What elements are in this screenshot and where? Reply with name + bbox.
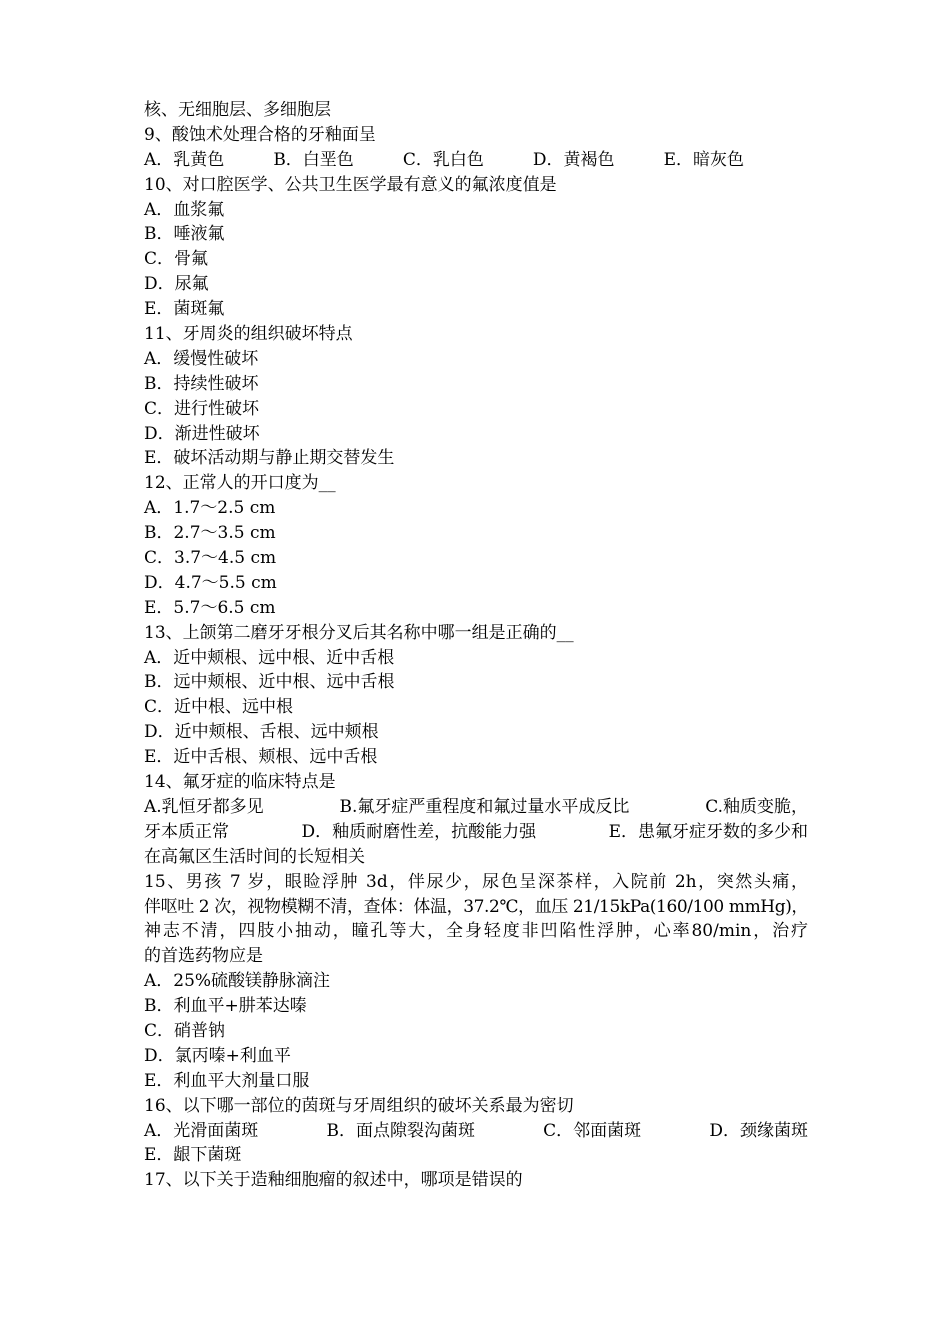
question-16-options: [144, 1119, 808, 1144]
question-10: 10、对口腔医学、公共卫生医学最有意义的氟浓度值是: [144, 174, 557, 195]
option-e: E．利血平大剂量口服: [144, 1070, 310, 1091]
option-a: A．光滑面菌斑: [144, 1120, 259, 1141]
option-c: C．硝普钠: [144, 1020, 226, 1041]
option-d: D．4.7～5.5 cm: [144, 572, 277, 593]
option-b: B．利血平+肼苯达嗪: [144, 996, 307, 1017]
option-d: D．颈缘菌斑: [709, 1120, 808, 1141]
question-12: 12、正常人的开口度为__: [144, 473, 336, 494]
question-15-line-3: 神志不清，四肢小抽动，瞳孔等大，全身轻度非凹陷性浮肿，心率80/min，治疗: [144, 921, 808, 942]
option-d: D．釉质耐磨性差，抗酸能力强: [301, 821, 537, 842]
option-e: E．暗灰色: [663, 149, 744, 170]
question-11: 11、牙周炎的组织破坏特点: [144, 324, 353, 345]
option-c: C．乳白色: [402, 149, 484, 170]
option-c: C．骨氟: [144, 249, 209, 270]
question-14-options-line-1: [144, 795, 808, 820]
option-e: E．破坏活动期与静止期交替发生: [144, 448, 395, 469]
text-line: 核、无细胞层、多细胞层: [144, 100, 331, 120]
option-e: E．菌斑氟: [144, 299, 225, 320]
option-c: C．邻面菌斑: [543, 1120, 642, 1141]
question-13: 13、上颌第二磨牙牙根分叉后其名称中哪一组是正确的__: [144, 622, 574, 643]
option-c: C．近中根、远中根: [144, 697, 294, 718]
option-d: D．氯丙嗪+利血平: [144, 1045, 291, 1066]
option-b: B．白垩色: [273, 149, 354, 170]
option-a: A．25%硫酸镁静脉滴注: [144, 971, 331, 992]
option-d: D．近中颊根、舌根、远中颊根: [144, 722, 379, 743]
option-a: A．1.7～2.5 cm: [144, 498, 276, 519]
question-9-options: [144, 148, 744, 173]
option-b: B．唾液氟: [144, 224, 225, 245]
option-b: B．2.7～3.5 cm: [144, 523, 276, 544]
option-d: D．黄褐色: [532, 149, 615, 170]
option-b: B．面点隙裂沟菌斑: [326, 1120, 475, 1141]
question-17: 17、以下关于造釉细胞瘤的叙述中，哪项是错误的: [144, 1170, 523, 1191]
question-15-line-2: 伴呕吐 2 次，视物模糊不清，查体：体温，37.2℃，血压 21/15kPa(160/100 mmHg)，: [144, 896, 809, 917]
document-page: [144, 98, 808, 1193]
question-16: 16、以下哪一部位的茵斑与牙周组织的破坏关系最为密切: [144, 1095, 574, 1116]
option-a: A．血浆氟: [144, 199, 225, 220]
option-e: E．5.7～6.5 cm: [144, 597, 276, 618]
option-c: C．3.7～4.5 cm: [144, 548, 277, 569]
option-b: B．远中颊根、近中根、远中舌根: [144, 672, 395, 693]
option-e-continued: 在高氟区生活时间的长短相关: [144, 846, 365, 867]
question-14-options-line-2: [144, 820, 808, 845]
option-c-continued: 牙本质正常: [144, 821, 229, 842]
option-e: E．龈下菌斑: [144, 1145, 242, 1166]
option-b: B．持续性破坏: [144, 373, 259, 394]
option-d: D．渐进性破坏: [144, 423, 260, 444]
option-a: A．缓慢性破坏: [144, 348, 259, 369]
question-15-line-4: 的首选药物应是: [144, 946, 263, 967]
option-a: A．近中颊根、远中根、近中舌根: [144, 647, 395, 668]
option-e: E．患氟牙症牙数的多少和: [608, 821, 808, 842]
option-a: A.乳恒牙都多见: [144, 796, 264, 817]
option-c: C.釉质变脆，: [705, 796, 808, 817]
option-c: C．进行性破坏: [144, 398, 260, 419]
question-14: 14、氟牙症的临床特点是: [144, 772, 336, 793]
option-a: A．乳黄色: [144, 149, 225, 170]
option-e: E．近中舌根、颊根、远中舌根: [144, 747, 378, 768]
question-15-line-1: 15、男孩 7 岁，眼睑浮肿 3d，伴尿少，尿色呈深茶样，入院前 2h，突然头痛，: [144, 871, 808, 892]
question-9: 9、酸蚀术处理合格的牙釉面呈: [144, 124, 376, 145]
option-d: D．尿氟: [144, 274, 209, 295]
option-b: B.氟牙症严重程度和氟过量水平成反比: [339, 796, 630, 817]
